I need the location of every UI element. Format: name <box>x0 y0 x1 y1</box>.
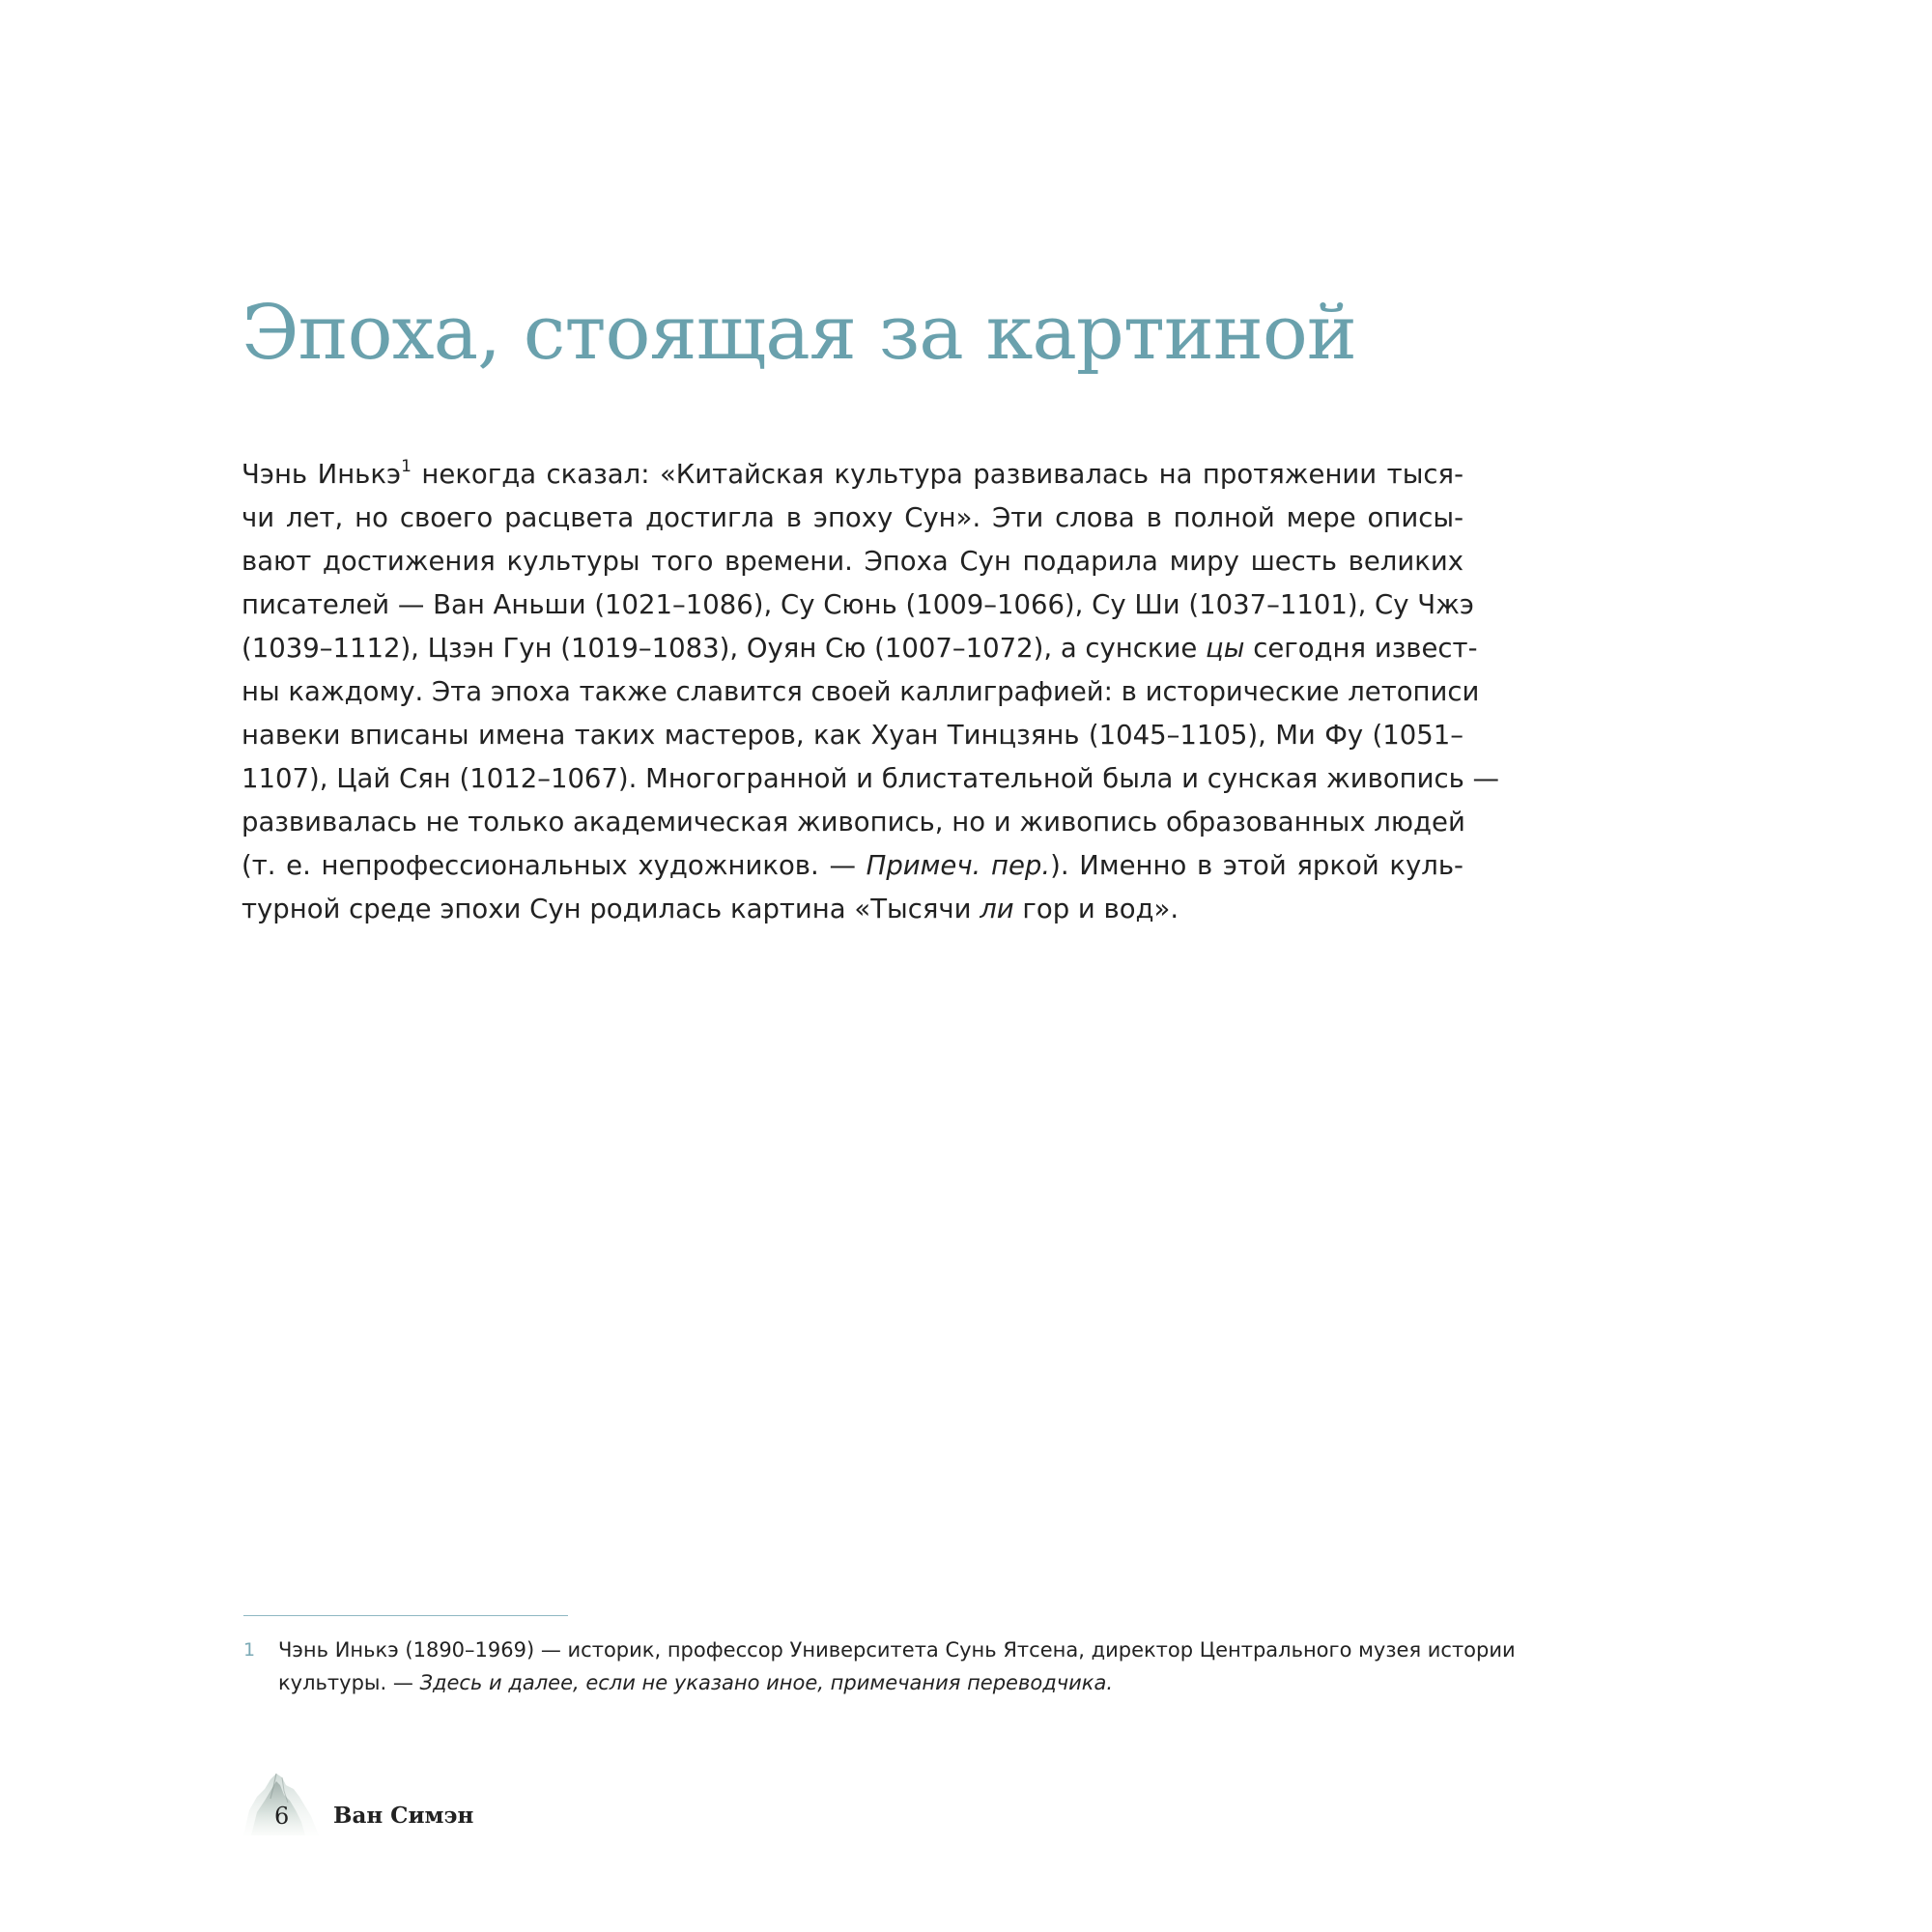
translator-note: Примеч. пер. <box>866 850 1051 881</box>
italic-term: ли <box>980 894 1014 924</box>
paragraph-line: (т. е. непрофессиональных художников. — Примеч. пер.). Именно в этой яркой куль- <box>242 850 1463 881</box>
paragraph-line: развивалась не только академическая живопись, но и живопись образованных людей <box>242 807 1465 838</box>
chapter-title: Эпоха, стоящая за картиной <box>242 290 1356 377</box>
footnote-number: 1 <box>243 1639 256 1661</box>
paragraph-line: навеки вписаны имена таких мастеров, как Хуан Тинцзянь (1045–1105), Ми Фу (1051– <box>242 720 1463 751</box>
italic-term: цы <box>1206 633 1245 664</box>
footnote-line: Чэнь Инькэ (1890–1969) — историк, профессор Университета Сунь Ятсена, директор Центрального музея истории <box>278 1638 1516 1662</box>
footnote-divider <box>243 1615 568 1616</box>
paragraph-line: 1107), Цай Сян (1012–1067). Многогранной и блистательной была и сунская живопись — <box>242 763 1500 794</box>
page-number: 6 <box>274 1803 290 1830</box>
paragraph-line: Чэнь Инькэ$^1$ некогда сказал: «Китайская культура развивалась на протяжении тыся- <box>242 457 1463 490</box>
page-footer <box>242 1768 502 1835</box>
paragraph-line: вают достижения культуры того времени. Эпоха Сун подарила миру шесть великих <box>242 546 1463 577</box>
paragraph-line: ны каждому. Эта эпоха также славится своей каллиграфией: в исторические летописи <box>242 676 1480 707</box>
paragraph-line: турной среде эпохи Сун родилась картина «Тысячи ли гор и вод». <box>242 894 1179 924</box>
paragraph-line: писателей — Ван Аньши (1021–1086), Су Сюнь (1009–1066), Су Ши (1037–1101), Су Чжэ <box>242 589 1474 620</box>
footnote-line: культуры. — Здесь и далее, если не указано иное, примечания переводчика. <box>278 1671 1114 1694</box>
body-paragraph <box>242 453 1500 931</box>
footnote <box>243 1634 1516 1699</box>
footnote-reference[interactable]: 1 <box>401 457 412 476</box>
paragraph-line: чи лет, но своего расцвета достигла в эпоху Сун». Эти слова в полной мере описы- <box>242 502 1463 533</box>
running-author: Ван Симэн <box>333 1803 474 1829</box>
paragraph-line: (1039–1112), Цзэн Гун (1019–1083), Оуян Сю (1007–1072), а сунские цы сегодня извест- <box>242 633 1478 664</box>
